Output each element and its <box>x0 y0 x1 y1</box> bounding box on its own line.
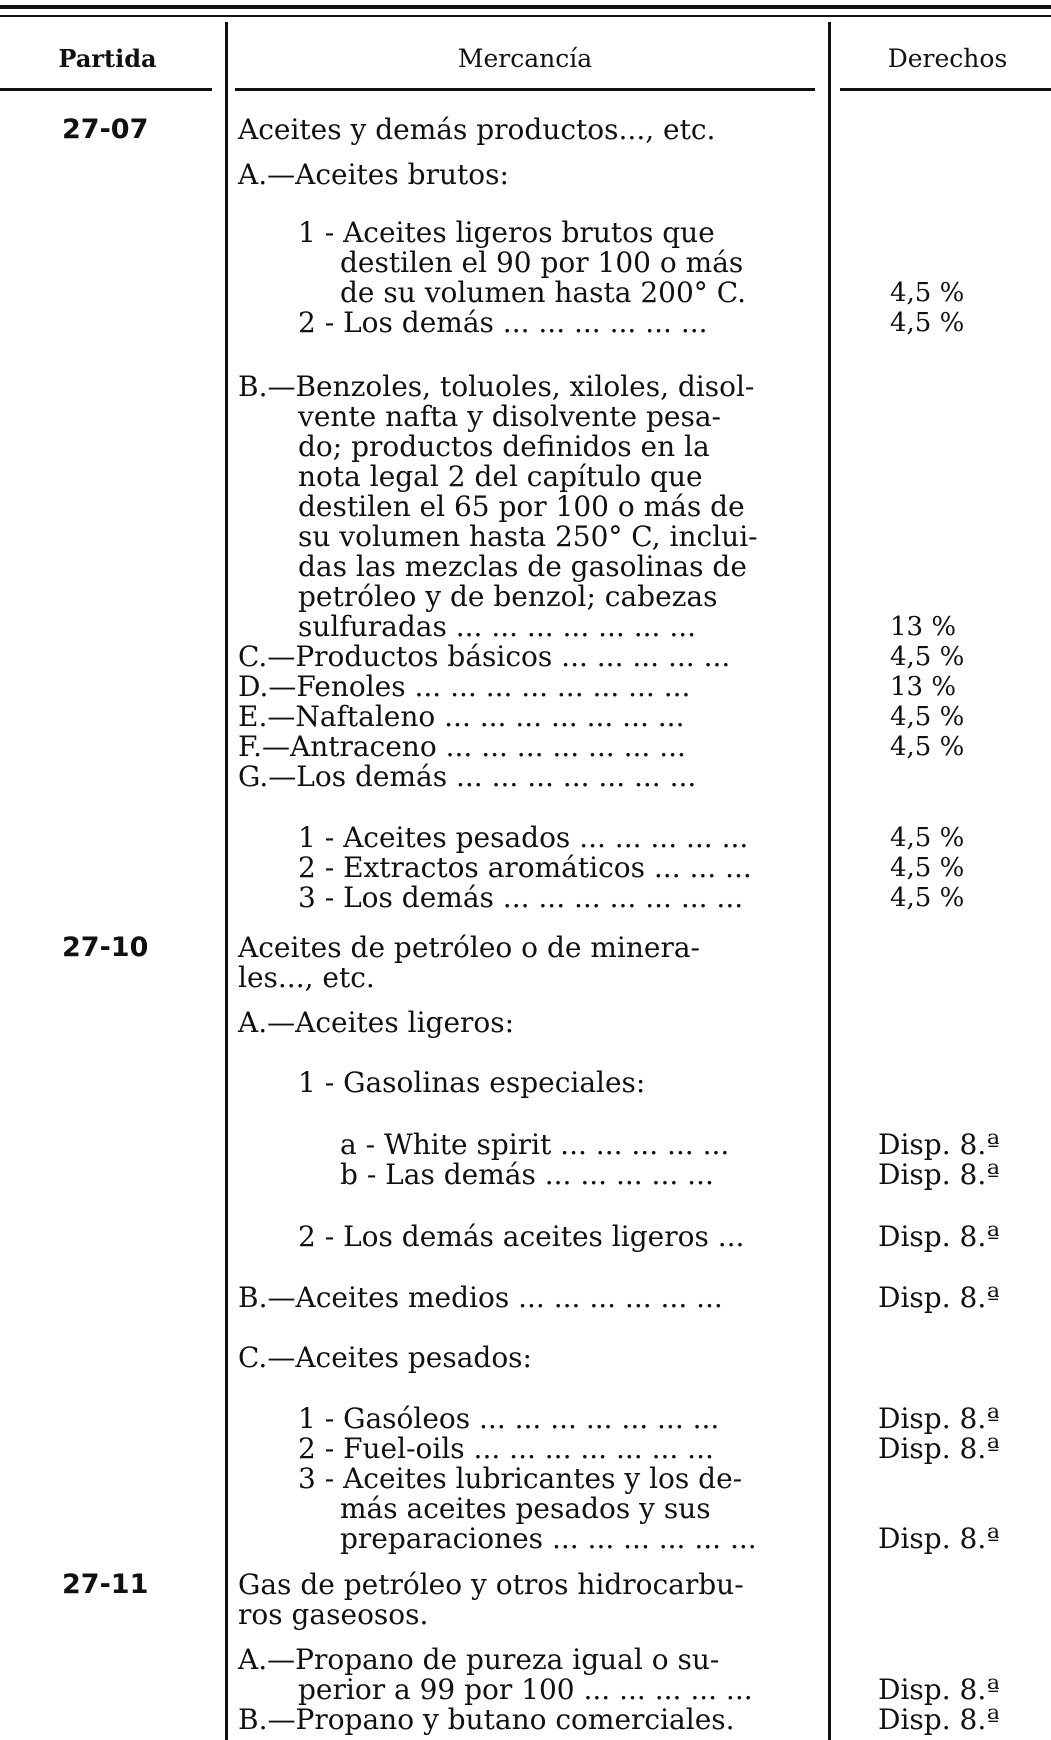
header-mercancia: Mercancía <box>457 44 593 73</box>
header-rule-mercancia <box>235 88 815 91</box>
derechos-value: Disp. 8.ª <box>878 1158 1000 1191</box>
mercancia-text: petróleo y de benzol; cabezas <box>298 580 718 613</box>
derechos-value: Disp. 8.ª <box>878 1522 1000 1555</box>
table-row <box>0 732 1051 762</box>
derechos-value: 4,5 % <box>890 702 965 732</box>
derechos-value: 13 % <box>890 672 957 702</box>
mercancia-text: 2 - Los demás ... ... ... ... ... ... <box>298 306 708 339</box>
table-row <box>0 1705 1051 1735</box>
table-row <box>0 672 1051 702</box>
mercancia-text: sulfuradas ... ... ... ... ... ... ... <box>298 610 697 643</box>
mercancia-text: destilen el 90 por 100 o más <box>340 246 744 279</box>
table-row <box>0 1570 1051 1600</box>
table-row <box>0 883 1051 913</box>
mercancia-text: a - White spirit ... ... ... ... ... <box>340 1128 730 1161</box>
mercancia-text: ros gaseosos. <box>238 1598 429 1631</box>
table-row <box>0 308 1051 338</box>
table-row <box>0 1464 1051 1494</box>
header-derechos: Derechos <box>887 44 1008 73</box>
mercancia-text: 3 - Aceites lubricantes y los de- <box>298 1462 743 1495</box>
mercancia-text: 2 - Extractos aromáticos ... ... ... <box>298 851 752 884</box>
mercancia-text: 2 - Fuel-oils ... ... ... ... ... ... ... <box>298 1432 714 1465</box>
table-row <box>0 1524 1051 1554</box>
derechos-value: Disp. 8.ª <box>878 1402 1000 1435</box>
table-row <box>0 702 1051 732</box>
table-row <box>0 1494 1051 1524</box>
table-row <box>0 522 1051 552</box>
top-rule-thick <box>0 5 1051 9</box>
table-row <box>0 492 1051 522</box>
mercancia-text: 1 - Gasolinas especiales: <box>298 1066 646 1099</box>
table-row <box>0 552 1051 582</box>
table-row <box>0 1008 1051 1038</box>
derechos-value: Disp. 8.ª <box>878 1128 1000 1161</box>
mercancia-text: E.—Naftaleno ... ... ... ... ... ... ... <box>238 700 685 733</box>
partida-code: 27-11 <box>62 1569 149 1600</box>
mercancia-text: 1 - Gasóleos ... ... ... ... ... ... ... <box>298 1402 720 1435</box>
top-rule-thin <box>0 15 1051 17</box>
table-row <box>0 612 1051 642</box>
mercancia-text: vente nafta y disolvente pesa- <box>298 400 722 433</box>
table-row <box>0 462 1051 492</box>
derechos-value: 4,5 % <box>890 853 965 883</box>
mercancia-text: Gas de petróleo y otros hidrocarbu- <box>238 1568 744 1601</box>
mercancia-text: A.—Aceites brutos: <box>238 158 509 191</box>
mercancia-text: nota legal 2 del capítulo que <box>298 460 703 493</box>
table-row <box>0 160 1051 190</box>
table-row <box>0 1283 1051 1313</box>
table-row <box>0 1600 1051 1630</box>
table-row <box>0 823 1051 853</box>
table-row <box>0 582 1051 612</box>
table-row <box>0 278 1051 308</box>
derechos-value: Disp. 8.ª <box>878 1673 1000 1706</box>
table-row <box>0 115 1051 145</box>
mercancia-text: F.—Antraceno ... ... ... ... ... ... ... <box>238 730 686 763</box>
table-row <box>0 1434 1051 1464</box>
partida-code: 27-10 <box>62 932 149 963</box>
table-row <box>0 248 1051 278</box>
derechos-value: Disp. 8.ª <box>878 1703 1000 1736</box>
table-row <box>0 642 1051 672</box>
table-row <box>0 963 1051 993</box>
mercancia-text: 1 - Aceites pesados ... ... ... ... ... <box>298 821 749 854</box>
mercancia-text: das las mezclas de gasolinas de <box>298 550 747 583</box>
table-row <box>0 1343 1051 1373</box>
mercancia-text: B.—Propano y butano comerciales. <box>238 1703 735 1736</box>
mercancia-text: más aceites pesados y sus <box>340 1492 711 1525</box>
mercancia-text: 1 - Aceites ligeros brutos que <box>298 216 715 249</box>
derechos-value: Disp. 8.ª <box>878 1281 1000 1314</box>
mercancia-text: de su volumen hasta 200° C. <box>340 276 747 309</box>
mercancia-text: Aceites de petróleo o de minera- <box>238 931 700 964</box>
table-row <box>0 762 1051 792</box>
table-row <box>0 372 1051 402</box>
header-rule-partida <box>0 88 212 91</box>
mercancia-text: destilen el 65 por 100 o más de <box>298 490 745 523</box>
mercancia-text: A.—Propano de pureza igual o su- <box>238 1643 720 1676</box>
mercancia-text: do; productos definidos en la <box>298 430 710 463</box>
partida-code: 27-07 <box>62 114 149 145</box>
derechos-value: 4,5 % <box>890 642 965 672</box>
table-row <box>0 1222 1051 1252</box>
derechos-value: 13 % <box>890 612 957 642</box>
mercancia-text: D.—Fenoles ... ... ... ... ... ... ... ... <box>238 670 691 703</box>
mercancia-text: A.—Aceites ligeros: <box>238 1006 515 1039</box>
table-row <box>0 432 1051 462</box>
derechos-value: 4,5 % <box>890 823 965 853</box>
mercancia-text: B.—Benzoles, toluoles, xiloles, disol- <box>238 370 755 403</box>
derechos-value: 4,5 % <box>890 308 965 338</box>
mercancia-text: 3 - Los demás ... ... ... ... ... ... ... <box>298 881 744 914</box>
table-row <box>0 1645 1051 1675</box>
mercancia-text: C.—Aceites pesados: <box>238 1341 532 1374</box>
table-row <box>0 402 1051 432</box>
mercancia-text: C.—Productos básicos ... ... ... ... ... <box>238 640 731 673</box>
header-partida: Partida <box>58 44 157 73</box>
mercancia-text: b - Las demás ... ... ... ... ... <box>340 1158 714 1191</box>
mercancia-text: su volumen hasta 250° C, inclui- <box>298 520 758 553</box>
derechos-value: Disp. 8.ª <box>878 1220 1000 1253</box>
mercancia-text: B.—Aceites medios ... ... ... ... ... ... <box>238 1281 723 1314</box>
table-row <box>0 853 1051 883</box>
table-row <box>0 1675 1051 1705</box>
mercancia-text: preparaciones ... ... ... ... ... ... <box>340 1522 757 1555</box>
derechos-value: 4,5 % <box>890 883 965 913</box>
table-row <box>0 1068 1051 1098</box>
table-row <box>0 1130 1051 1160</box>
header-rule-derechos <box>840 88 1051 91</box>
mercancia-text: Aceites y demás productos..., etc. <box>238 113 716 146</box>
derechos-value: Disp. 8.ª <box>878 1432 1000 1465</box>
table-row <box>0 218 1051 248</box>
table-row <box>0 1404 1051 1434</box>
mercancia-text: G.—Los demás ... ... ... ... ... ... ... <box>238 760 697 793</box>
mercancia-text: 2 - Los demás aceites ligeros ... <box>298 1220 745 1253</box>
mercancia-text: les..., etc. <box>238 961 375 994</box>
derechos-value: 4,5 % <box>890 278 965 308</box>
mercancia-text: perior a 99 por 100 ... ... ... ... ... <box>298 1673 753 1706</box>
derechos-value: 4,5 % <box>890 732 965 762</box>
table-row <box>0 1160 1051 1190</box>
table-row <box>0 933 1051 963</box>
